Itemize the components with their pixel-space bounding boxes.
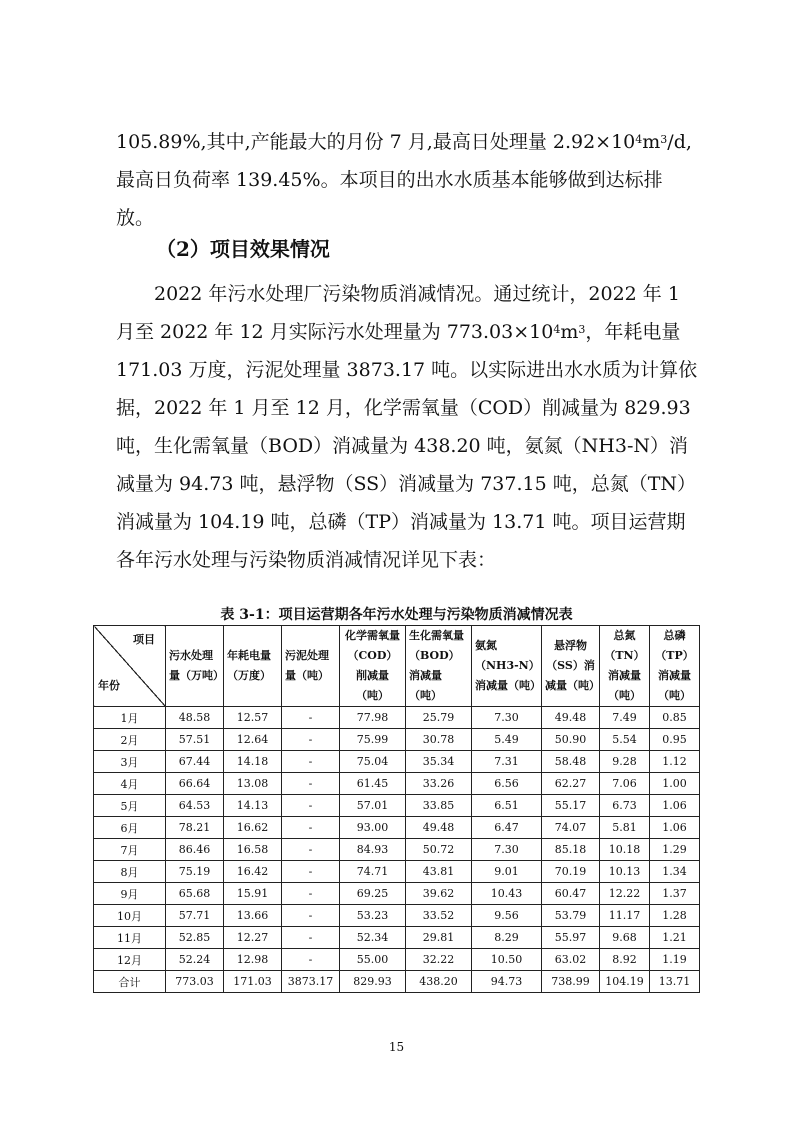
text-line: 吨，生化需氧量（BOD）消减量为 438.20 吨，氨氮（NH3-N）消: [116, 435, 689, 457]
table-cell: 1.12: [650, 751, 700, 773]
table-cell: 10.50: [472, 949, 542, 971]
table-row: [94, 751, 700, 773]
table-cell: 3873.17: [282, 971, 340, 993]
table-cell: 6.73: [600, 795, 650, 817]
row-label-cell: 12月: [94, 949, 166, 971]
table-caption: 表 3-1：项目运营期各年污水处理与污染物质消减情况表: [220, 607, 573, 623]
table-cell: 773.03: [166, 971, 224, 993]
corner-top-label: 项目: [133, 633, 155, 646]
table-cell: 58.48: [542, 751, 600, 773]
table-cell: 43.81: [406, 861, 472, 883]
table-cell: -: [282, 949, 340, 971]
row-label-cell: 8月: [94, 861, 166, 883]
table-cell: 829.93: [340, 971, 406, 993]
table-cell: 48.58: [166, 707, 224, 729]
table-cell: -: [282, 773, 340, 795]
table-cell: 7.06: [600, 773, 650, 795]
table-cell: 10.18: [600, 839, 650, 861]
paragraph-2: [116, 275, 698, 579]
table-cell: 1.28: [650, 905, 700, 927]
table-cell: 7.31: [472, 751, 542, 773]
table-cell: 63.02: [542, 949, 600, 971]
table-cell: 16.42: [224, 861, 282, 883]
table-cell: 53.79: [542, 905, 600, 927]
table-cell: 13.66: [224, 905, 282, 927]
table-cell: 75.19: [166, 861, 224, 883]
table-row: [94, 883, 700, 905]
table-row: [94, 773, 700, 795]
row-label-cell: 合计: [94, 971, 166, 993]
text-line: 月至 2022 年 12 月实际污水处理量为 $773.03\times 10^4m^3$，年耗电量: [116, 321, 681, 343]
column-header: 污泥处理量（吨）: [282, 626, 340, 707]
table-cell: 55.00: [340, 949, 406, 971]
table-cell: 6.51: [472, 795, 542, 817]
table-cell: 33.85: [406, 795, 472, 817]
text-line: 消减量为 104.19 吨，总磷（TP）消减量为 13.71 吨。项目运营期: [116, 511, 686, 533]
row-label-cell: 1月: [94, 707, 166, 729]
paragraph-1: [116, 123, 692, 237]
page-number: 15: [388, 1040, 405, 1054]
table-cell: 13.08: [224, 773, 282, 795]
table-cell: 5.81: [600, 817, 650, 839]
column-header: 总氮（TN）消减量（吨）: [600, 626, 650, 707]
table-cell: 66.64: [166, 773, 224, 795]
table-cell: 29.81: [406, 927, 472, 949]
table-row: [94, 817, 700, 839]
table-cell: 12.57: [224, 707, 282, 729]
table-cell: 13.71: [650, 971, 700, 993]
table-cell: 94.73: [472, 971, 542, 993]
row-label-cell: 7月: [94, 839, 166, 861]
table-cell: -: [282, 707, 340, 729]
table-cell: 1.34: [650, 861, 700, 883]
table-cell: 75.99: [340, 729, 406, 751]
row-label-cell: 3月: [94, 751, 166, 773]
text-line: 2022 年污水处理厂污染物质消减情况。通过统计，2022 年 1: [154, 283, 680, 305]
text-line: 各年污水处理与污染物质消减情况详见下表：: [116, 549, 497, 571]
table-cell: -: [282, 905, 340, 927]
table-cell: 7.30: [472, 707, 542, 729]
table-cell: 104.19: [600, 971, 650, 993]
table-cell: -: [282, 817, 340, 839]
table-cell: 55.97: [542, 927, 600, 949]
table-cell: 55.17: [542, 795, 600, 817]
table-cell: 67.44: [166, 751, 224, 773]
column-header: 总磷（TP）消减量（吨）: [650, 626, 700, 707]
corner-header: [94, 626, 166, 707]
data-table: [93, 625, 700, 993]
table-cell: -: [282, 729, 340, 751]
table-cell: 64.53: [166, 795, 224, 817]
table-cell: 9.68: [600, 927, 650, 949]
text-line: 最高日负荷率 139.45%。本项目的出水水质基本能够做到达标排: [116, 169, 663, 191]
table-row: [94, 949, 700, 971]
table-cell: -: [282, 927, 340, 949]
table-cell: 50.90: [542, 729, 600, 751]
table-cell: 84.93: [340, 839, 406, 861]
row-label-cell: 6月: [94, 817, 166, 839]
column-header: 氨氮（NH3-N）消减量（吨）: [472, 626, 542, 707]
table-cell: 7.30: [472, 839, 542, 861]
table-cell: 1.06: [650, 795, 700, 817]
table-cell: 11.17: [600, 905, 650, 927]
table-cell: 7.49: [600, 707, 650, 729]
table-row: [94, 927, 700, 949]
column-header: 生化需氧量（BOD）消减量（吨）: [406, 626, 472, 707]
column-header: 污水处理量（万吨）: [166, 626, 224, 707]
table-cell: 738.99: [542, 971, 600, 993]
column-header: 化学需氧量（COD）削减量（吨）: [340, 626, 406, 707]
table-cell: 438.20: [406, 971, 472, 993]
table-row: [94, 971, 700, 993]
column-header: 悬浮物（SS）消减量（吨）: [542, 626, 600, 707]
table-cell: 1.06: [650, 817, 700, 839]
text-line: 减量为 94.73 吨，悬浮物（SS）消减量为 737.15 吨，总氮（TN）: [116, 473, 697, 495]
row-label-cell: 5月: [94, 795, 166, 817]
text-line: 171.03 万度，污泥处理量 3873.17 吨。以实际进出水水质为计算依: [116, 359, 698, 381]
table-row: [94, 839, 700, 861]
table-header-row: [94, 626, 700, 707]
table-cell: 78.21: [166, 817, 224, 839]
table-cell: 85.18: [542, 839, 600, 861]
row-label-cell: 11月: [94, 927, 166, 949]
table-cell: 33.26: [406, 773, 472, 795]
table-cell: 30.78: [406, 729, 472, 751]
table-cell: 62.27: [542, 773, 600, 795]
table-cell: 6.56: [472, 773, 542, 795]
table-cell: 12.22: [600, 883, 650, 905]
table-cell: 12.98: [224, 949, 282, 971]
table-cell: -: [282, 861, 340, 883]
corner-bottom-label: 年份: [98, 679, 120, 692]
table-cell: -: [282, 795, 340, 817]
table-cell: 0.85: [650, 707, 700, 729]
section-heading: （2）项目效果情况: [156, 237, 330, 261]
table-cell: 86.46: [166, 839, 224, 861]
table-cell: 1.21: [650, 927, 700, 949]
table-cell: 10.43: [472, 883, 542, 905]
table-cell: 12.64: [224, 729, 282, 751]
table-row: [94, 729, 700, 751]
table-cell: 1.29: [650, 839, 700, 861]
table-cell: 25.79: [406, 707, 472, 729]
table-cell: 53.23: [340, 905, 406, 927]
table-cell: 6.47: [472, 817, 542, 839]
table-row: [94, 861, 700, 883]
table-row: [94, 905, 700, 927]
text-line: 据，2022 年 1 月至 12 月，化学需氧量（COD）削减量为 829.93: [116, 397, 691, 419]
row-label-cell: 10月: [94, 905, 166, 927]
table-row: [94, 707, 700, 729]
column-header: 年耗电量（万度）: [224, 626, 282, 707]
table-cell: -: [282, 751, 340, 773]
table-cell: 52.24: [166, 949, 224, 971]
table-cell: 75.04: [340, 751, 406, 773]
table-cell: 93.00: [340, 817, 406, 839]
text-line: 放。: [116, 207, 155, 229]
table-cell: 77.98: [340, 707, 406, 729]
table-cell: 32.22: [406, 949, 472, 971]
table-cell: 52.85: [166, 927, 224, 949]
table-cell: 70.19: [542, 861, 600, 883]
table-cell: 12.27: [224, 927, 282, 949]
table-cell: 1.19: [650, 949, 700, 971]
table-cell: 50.72: [406, 839, 472, 861]
table-cell: 74.71: [340, 861, 406, 883]
table-cell: 57.51: [166, 729, 224, 751]
table-cell: 35.34: [406, 751, 472, 773]
table-cell: 9.56: [472, 905, 542, 927]
table-cell: 0.95: [650, 729, 700, 751]
table-cell: 5.54: [600, 729, 650, 751]
table-cell: 5.49: [472, 729, 542, 751]
table-cell: 15.91: [224, 883, 282, 905]
table-cell: 9.28: [600, 751, 650, 773]
table-cell: 60.47: [542, 883, 600, 905]
table-cell: 74.07: [542, 817, 600, 839]
table-cell: 14.18: [224, 751, 282, 773]
text-segment: 105.89%,其中,产能最大的月份 7 月,最高日处理量 $2.92\times 10^4m^3/d$,: [116, 131, 692, 153]
table-cell: 57.71: [166, 905, 224, 927]
row-label-cell: 4月: [94, 773, 166, 795]
table-cell: 69.25: [340, 883, 406, 905]
table-cell: 61.45: [340, 773, 406, 795]
table-cell: 1.00: [650, 773, 700, 795]
table-cell: 65.68: [166, 883, 224, 905]
table-cell: 52.34: [340, 927, 406, 949]
table-cell: 49.48: [406, 817, 472, 839]
table-cell: 16.62: [224, 817, 282, 839]
table-cell: 171.03: [224, 971, 282, 993]
text-line: [116, 123, 692, 161]
table-cell: 16.58: [224, 839, 282, 861]
table-cell: 9.01: [472, 861, 542, 883]
table-cell: -: [282, 839, 340, 861]
table-cell: 39.62: [406, 883, 472, 905]
table-cell: 49.48: [542, 707, 600, 729]
table-cell: 1.37: [650, 883, 700, 905]
table-cell: 57.01: [340, 795, 406, 817]
table-cell: 14.13: [224, 795, 282, 817]
table-cell: 8.92: [600, 949, 650, 971]
table-cell: 8.29: [472, 927, 542, 949]
table-row: [94, 795, 700, 817]
row-label-cell: 9月: [94, 883, 166, 905]
table-cell: 33.52: [406, 905, 472, 927]
row-label-cell: 2月: [94, 729, 166, 751]
table-cell: -: [282, 883, 340, 905]
table-cell: 10.13: [600, 861, 650, 883]
